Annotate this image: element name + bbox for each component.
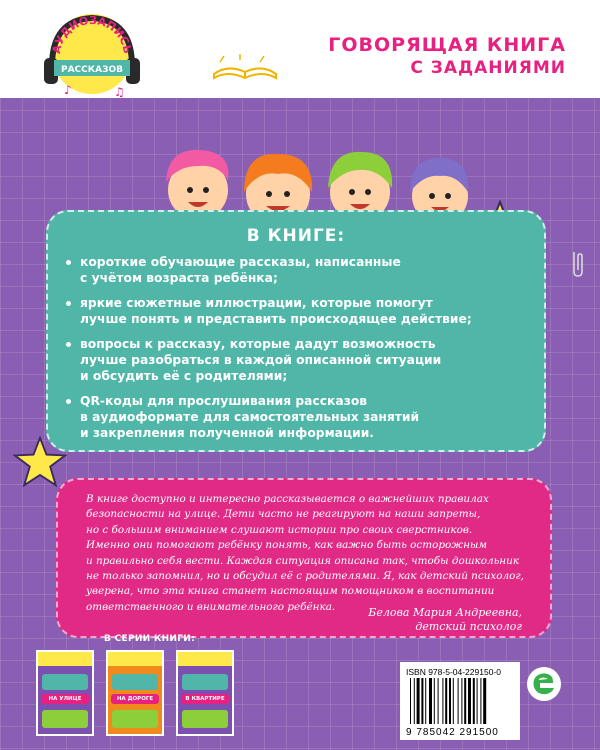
contents-list	[66, 254, 526, 450]
quote-line: но с большим вниманием слушают истории про своих сверстников.	[86, 523, 473, 536]
badge-arc-text: АУДИОЗАПИСЬ	[49, 13, 135, 55]
isbn-text: ISBN 978-5-04-229150-0	[406, 667, 501, 677]
bullet-icon	[66, 399, 71, 404]
list-item-line: вопросы к рассказу, которые дадут возможность	[80, 337, 436, 351]
list-item-line: в аудиоформате для самостоятельных занятий	[80, 410, 420, 424]
book-subtitle: С ЗАДАНИЯМИ	[410, 58, 566, 78]
quote-line: Именно они помогают ребёнку понять, как важно быть осторожным	[86, 539, 487, 552]
book-contents-box	[46, 210, 546, 452]
list-item-line: QR-коды для прослушивания рассказов	[80, 394, 368, 408]
quote-text	[86, 492, 532, 615]
barcode-bars	[410, 678, 510, 724]
list-item-line: лучше разобраться в каждой описанной ситуации	[80, 353, 442, 367]
quote-line: уверена, что эта книга станет настоящим помощником в воспитании	[86, 585, 495, 598]
list-item	[66, 254, 526, 286]
barcode	[400, 662, 520, 740]
list-item-line: и закрепления полученной информации.	[80, 426, 374, 440]
ean-text: 9 785042 291500	[406, 727, 499, 738]
audio-badge	[30, 6, 160, 106]
quote-line: В книге доступно и интересно рассказывается о важнейших правилах	[86, 493, 489, 505]
list-item-line: короткие обучающие рассказы, написанные	[80, 255, 401, 269]
quote-line: не только запомнил, но и обсудил её с родителями. Я, как детский психолог,	[86, 570, 524, 583]
quote-line: ответственного и внимательного ребёнка.	[86, 600, 336, 613]
author-role: детский психолог	[415, 620, 522, 633]
list-item	[66, 336, 526, 384]
quote-author	[368, 606, 522, 634]
list-item-line: яркие сюжетные иллюстрации, которые помогут	[80, 296, 433, 310]
list-item-line: с учётом возраста ребёнка;	[80, 271, 278, 285]
bullet-icon	[66, 260, 71, 265]
series-book-title: НА УЛИЦЕ	[41, 694, 89, 704]
author-name: Белова Мария Андреевна,	[368, 606, 522, 619]
series-book-title: НА ДОРОГЕ	[111, 694, 159, 704]
quote-line: и правильно себя вести. Каждая ситуация описана так, чтобы дошкольник	[86, 554, 520, 567]
contents-heading: В КНИГЕ:	[246, 226, 346, 246]
bullet-icon	[66, 301, 71, 306]
music-note-icon: ♫	[114, 85, 125, 99]
music-note-icon: ♪	[64, 83, 72, 97]
publisher-logo-icon	[526, 666, 562, 702]
badge-ribbon-text: РАССКАЗОВ	[61, 65, 123, 75]
list-item	[66, 393, 526, 441]
list-item-line: лучше понять и представить происходящее действие;	[80, 312, 472, 326]
series-book-cover	[176, 650, 234, 736]
list-item-line: и обсудить её с родителями;	[80, 369, 288, 383]
series-book-title: В КВАРТИРЕ	[181, 694, 229, 704]
series-label: В СЕРИИ КНИГИ:	[104, 634, 196, 644]
book-title: ГОВОРЯЩАЯ КНИГА	[328, 34, 566, 56]
paperclip-icon	[568, 248, 588, 278]
bullet-icon	[66, 342, 71, 347]
list-item	[66, 295, 526, 327]
psychologist-quote-box	[56, 478, 552, 638]
series-book-cover	[36, 650, 94, 736]
series-book-cover	[106, 650, 164, 736]
quote-line: безопасности на улице. Дети часто не реагируют на наши запреты,	[86, 508, 481, 521]
